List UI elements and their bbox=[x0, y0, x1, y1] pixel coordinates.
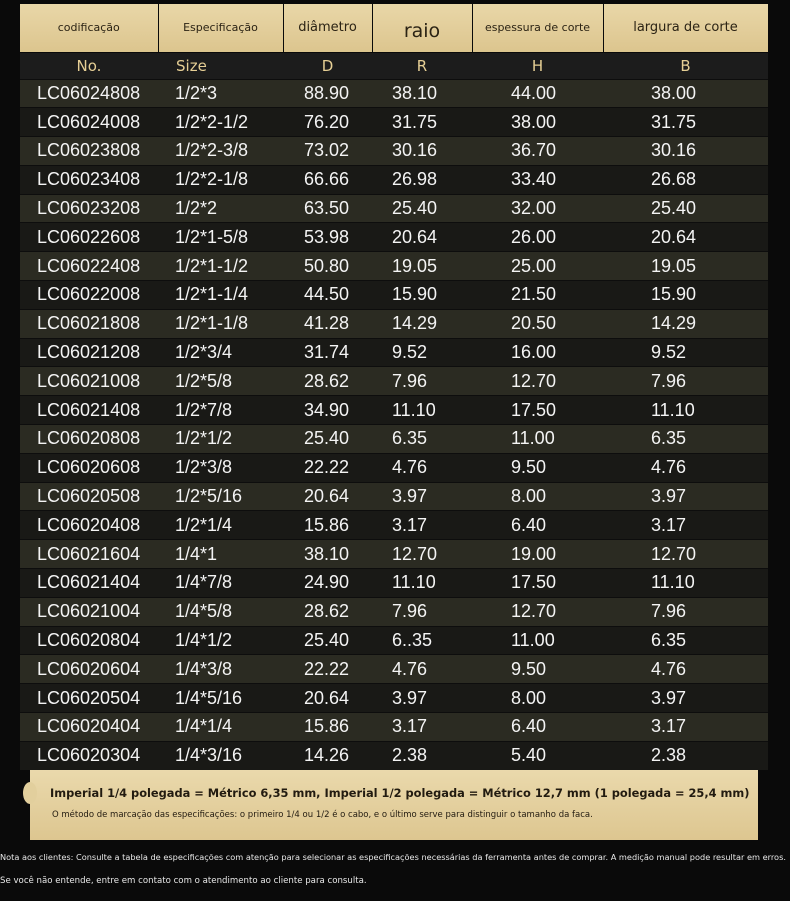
cell-h: 6.40 bbox=[472, 511, 603, 540]
cell-d: 14.26 bbox=[283, 741, 372, 770]
cell-r: 11.10 bbox=[372, 569, 472, 598]
cell-code: LC06021604 bbox=[20, 540, 158, 569]
customer-note-line-1: Nota aos clientes: Consulte a tabela de especificações com atenção para selecionar as especificações necessárias da ferramenta antes de comprar. A medição manual pode resultar em erros. bbox=[0, 852, 786, 862]
cell-size: 1/2*3/8 bbox=[158, 453, 283, 482]
cell-h: 19.00 bbox=[472, 540, 603, 569]
cell-h: 12.70 bbox=[472, 367, 603, 396]
cell-size: 1/2*2-1/2 bbox=[158, 108, 283, 137]
cell-size: 1/4*5/16 bbox=[158, 684, 283, 713]
cell-code: LC06023208 bbox=[20, 194, 158, 223]
cell-b: 14.29 bbox=[603, 309, 768, 338]
cell-size: 1/2*1/4 bbox=[158, 511, 283, 540]
subheader-size: Size bbox=[158, 52, 283, 79]
cell-size: 1/2*3/4 bbox=[158, 338, 283, 367]
marking-method-note: O método de marcação das especificações: o primeiro 1/4 ou 1/2 é o cabo, e o último serve para distinguir o tamanho da faca. bbox=[52, 810, 593, 820]
subheader-b: B bbox=[603, 52, 768, 79]
cell-code: LC06020508 bbox=[20, 482, 158, 511]
cell-code: LC06020604 bbox=[20, 655, 158, 684]
cell-b: 20.64 bbox=[603, 223, 768, 252]
cell-code: LC06020304 bbox=[20, 741, 158, 770]
cell-b: 15.90 bbox=[603, 281, 768, 310]
cell-d: 88.90 bbox=[283, 79, 372, 108]
cell-b: 31.75 bbox=[603, 108, 768, 137]
cell-h: 20.50 bbox=[472, 309, 603, 338]
cell-size: 1/2*1/2 bbox=[158, 425, 283, 454]
cell-r: 19.05 bbox=[372, 252, 472, 281]
table-row bbox=[20, 713, 768, 742]
cell-d: 15.86 bbox=[283, 713, 372, 742]
cell-d: 20.64 bbox=[283, 482, 372, 511]
customer-note-line-2: Se você não entende, entre em contato com o atendimento ao cliente para consulta. bbox=[0, 876, 367, 886]
cell-size: 1/2*1-5/8 bbox=[158, 223, 283, 252]
table-row bbox=[20, 281, 768, 310]
cell-h: 38.00 bbox=[472, 108, 603, 137]
cell-size: 1/2*1-1/8 bbox=[158, 309, 283, 338]
cell-r: 4.76 bbox=[372, 655, 472, 684]
cell-b: 3.97 bbox=[603, 482, 768, 511]
cell-r: 25.40 bbox=[372, 194, 472, 223]
cell-d: 66.66 bbox=[283, 165, 372, 194]
cell-b: 25.40 bbox=[603, 194, 768, 223]
cell-d: 25.40 bbox=[283, 425, 372, 454]
cell-d: 38.10 bbox=[283, 540, 372, 569]
cell-h: 8.00 bbox=[472, 684, 603, 713]
cell-size: 1/2*2-1/8 bbox=[158, 165, 283, 194]
cell-d: 28.62 bbox=[283, 597, 372, 626]
cell-h: 11.00 bbox=[472, 626, 603, 655]
cell-b: 30.16 bbox=[603, 137, 768, 166]
cell-b: 3.97 bbox=[603, 684, 768, 713]
table-row bbox=[20, 137, 768, 166]
table-row bbox=[20, 396, 768, 425]
table-row bbox=[20, 741, 768, 770]
cell-size: 1/2*7/8 bbox=[158, 396, 283, 425]
header-code: codificação bbox=[20, 4, 158, 52]
cell-r: 38.10 bbox=[372, 79, 472, 108]
cell-h: 26.00 bbox=[472, 223, 603, 252]
table-row bbox=[20, 684, 768, 713]
cell-r: 9.52 bbox=[372, 338, 472, 367]
spec-table bbox=[20, 4, 769, 770]
cell-r: 3.17 bbox=[372, 511, 472, 540]
cell-r: 26.98 bbox=[372, 165, 472, 194]
cell-h: 6.40 bbox=[472, 713, 603, 742]
cell-d: 73.02 bbox=[283, 137, 372, 166]
cell-r: 7.96 bbox=[372, 597, 472, 626]
conversion-note-box bbox=[30, 770, 758, 840]
cell-size: 1/4*3/8 bbox=[158, 655, 283, 684]
cell-r: 3.97 bbox=[372, 684, 472, 713]
cell-size: 1/4*5/8 bbox=[158, 597, 283, 626]
cell-h: 8.00 bbox=[472, 482, 603, 511]
cell-size: 1/4*3/16 bbox=[158, 741, 283, 770]
cell-code: LC06022408 bbox=[20, 252, 158, 281]
cell-d: 20.64 bbox=[283, 684, 372, 713]
cell-b: 4.76 bbox=[603, 655, 768, 684]
cell-h: 25.00 bbox=[472, 252, 603, 281]
cell-h: 12.70 bbox=[472, 597, 603, 626]
cell-code: LC06021404 bbox=[20, 569, 158, 598]
cell-b: 6.35 bbox=[603, 425, 768, 454]
cell-code: LC06020608 bbox=[20, 453, 158, 482]
cell-r: 14.29 bbox=[372, 309, 472, 338]
cell-code: LC06021408 bbox=[20, 396, 158, 425]
header-cut-width: largura de corte bbox=[603, 4, 768, 52]
cell-b: 9.52 bbox=[603, 338, 768, 367]
cell-b: 11.10 bbox=[603, 396, 768, 425]
cell-d: 22.22 bbox=[283, 655, 372, 684]
cell-size: 1/2*2-3/8 bbox=[158, 137, 283, 166]
cell-size: 1/4*1/2 bbox=[158, 626, 283, 655]
cell-d: 24.90 bbox=[283, 569, 372, 598]
table-row bbox=[20, 626, 768, 655]
table-row bbox=[20, 569, 768, 598]
cell-h: 36.70 bbox=[472, 137, 603, 166]
header-cut-thickness: espessura de corte bbox=[472, 4, 603, 52]
cell-d: 31.74 bbox=[283, 338, 372, 367]
cell-b: 26.68 bbox=[603, 165, 768, 194]
cell-b: 7.96 bbox=[603, 367, 768, 396]
cell-code: LC06022008 bbox=[20, 281, 158, 310]
cell-r: 6..35 bbox=[372, 626, 472, 655]
subheader-code: No. bbox=[20, 52, 158, 79]
cell-d: 25.40 bbox=[283, 626, 372, 655]
cell-r: 2.38 bbox=[372, 741, 472, 770]
cell-code: LC06020408 bbox=[20, 511, 158, 540]
cell-size: 1/4*1 bbox=[158, 540, 283, 569]
cell-code: LC06021208 bbox=[20, 338, 158, 367]
cell-d: 22.22 bbox=[283, 453, 372, 482]
cell-size: 1/4*7/8 bbox=[158, 569, 283, 598]
subheader-r: R bbox=[372, 52, 472, 79]
conversion-note: Imperial 1/4 polegada = Métrico 6,35 mm, Imperial 1/2 polegada = Métrico 12,7 mm (1 polegada = 25,4 mm) bbox=[50, 786, 750, 800]
table-row bbox=[20, 597, 768, 626]
cell-r: 6.35 bbox=[372, 425, 472, 454]
cell-b: 4.76 bbox=[603, 453, 768, 482]
table-row bbox=[20, 252, 768, 281]
table-row bbox=[20, 425, 768, 454]
cell-d: 41.28 bbox=[283, 309, 372, 338]
table-row bbox=[20, 540, 768, 569]
subheader-row bbox=[20, 52, 768, 79]
cell-b: 2.38 bbox=[603, 741, 768, 770]
cell-h: 17.50 bbox=[472, 396, 603, 425]
header-diameter: diâmetro bbox=[283, 4, 372, 52]
cell-b: 6.35 bbox=[603, 626, 768, 655]
cell-r: 31.75 bbox=[372, 108, 472, 137]
cell-r: 7.96 bbox=[372, 367, 472, 396]
subheader-h: H bbox=[472, 52, 603, 79]
table-row bbox=[20, 194, 768, 223]
cell-b: 11.10 bbox=[603, 569, 768, 598]
table-row bbox=[20, 367, 768, 396]
table-row bbox=[20, 108, 768, 137]
table-row bbox=[20, 453, 768, 482]
header-radius: raio bbox=[372, 4, 472, 52]
cell-r: 30.16 bbox=[372, 137, 472, 166]
cell-b: 3.17 bbox=[603, 511, 768, 540]
cell-code: LC06021808 bbox=[20, 309, 158, 338]
cell-code: LC06023408 bbox=[20, 165, 158, 194]
cell-size: 1/2*2 bbox=[158, 194, 283, 223]
cell-h: 44.00 bbox=[472, 79, 603, 108]
header-row bbox=[20, 4, 768, 52]
cell-code: LC06022608 bbox=[20, 223, 158, 252]
cell-h: 17.50 bbox=[472, 569, 603, 598]
cell-code: LC06020404 bbox=[20, 713, 158, 742]
table-row bbox=[20, 655, 768, 684]
spec-table-body bbox=[20, 79, 768, 770]
cell-code: LC06020808 bbox=[20, 425, 158, 454]
cell-d: 76.20 bbox=[283, 108, 372, 137]
table-row bbox=[20, 338, 768, 367]
cell-h: 33.40 bbox=[472, 165, 603, 194]
cell-code: LC06021004 bbox=[20, 597, 158, 626]
cell-r: 3.97 bbox=[372, 482, 472, 511]
cell-h: 9.50 bbox=[472, 655, 603, 684]
cell-h: 5.40 bbox=[472, 741, 603, 770]
header-size: Especificação bbox=[158, 4, 283, 52]
subheader-d: D bbox=[283, 52, 372, 79]
cell-d: 50.80 bbox=[283, 252, 372, 281]
cell-h: 9.50 bbox=[472, 453, 603, 482]
cell-code: LC06020804 bbox=[20, 626, 158, 655]
cell-d: 28.62 bbox=[283, 367, 372, 396]
table-row bbox=[20, 79, 768, 108]
table-row bbox=[20, 482, 768, 511]
table-row bbox=[20, 511, 768, 540]
cell-b: 12.70 bbox=[603, 540, 768, 569]
cell-size: 1/2*5/8 bbox=[158, 367, 283, 396]
cell-size: 1/2*1-1/2 bbox=[158, 252, 283, 281]
cell-r: 15.90 bbox=[372, 281, 472, 310]
cell-b: 19.05 bbox=[603, 252, 768, 281]
cell-code: LC06023808 bbox=[20, 137, 158, 166]
cell-h: 21.50 bbox=[472, 281, 603, 310]
cell-size: 1/2*1-1/4 bbox=[158, 281, 283, 310]
cell-h: 32.00 bbox=[472, 194, 603, 223]
cell-size: 1/4*1/4 bbox=[158, 713, 283, 742]
cell-b: 38.00 bbox=[603, 79, 768, 108]
cell-r: 4.76 bbox=[372, 453, 472, 482]
cell-code: LC06024008 bbox=[20, 108, 158, 137]
cell-size: 1/2*3 bbox=[158, 79, 283, 108]
cell-r: 12.70 bbox=[372, 540, 472, 569]
cell-b: 3.17 bbox=[603, 713, 768, 742]
cell-code: LC06020504 bbox=[20, 684, 158, 713]
cell-h: 11.00 bbox=[472, 425, 603, 454]
cell-size: 1/2*5/16 bbox=[158, 482, 283, 511]
table-row bbox=[20, 165, 768, 194]
cell-d: 53.98 bbox=[283, 223, 372, 252]
cell-r: 20.64 bbox=[372, 223, 472, 252]
cell-h: 16.00 bbox=[472, 338, 603, 367]
cell-code: LC06024808 bbox=[20, 79, 158, 108]
table-row bbox=[20, 223, 768, 252]
cell-d: 15.86 bbox=[283, 511, 372, 540]
cell-d: 44.50 bbox=[283, 281, 372, 310]
cell-d: 63.50 bbox=[283, 194, 372, 223]
cell-code: LC06021008 bbox=[20, 367, 158, 396]
cell-r: 3.17 bbox=[372, 713, 472, 742]
cell-d: 34.90 bbox=[283, 396, 372, 425]
cell-b: 7.96 bbox=[603, 597, 768, 626]
cell-r: 11.10 bbox=[372, 396, 472, 425]
table-row bbox=[20, 309, 768, 338]
